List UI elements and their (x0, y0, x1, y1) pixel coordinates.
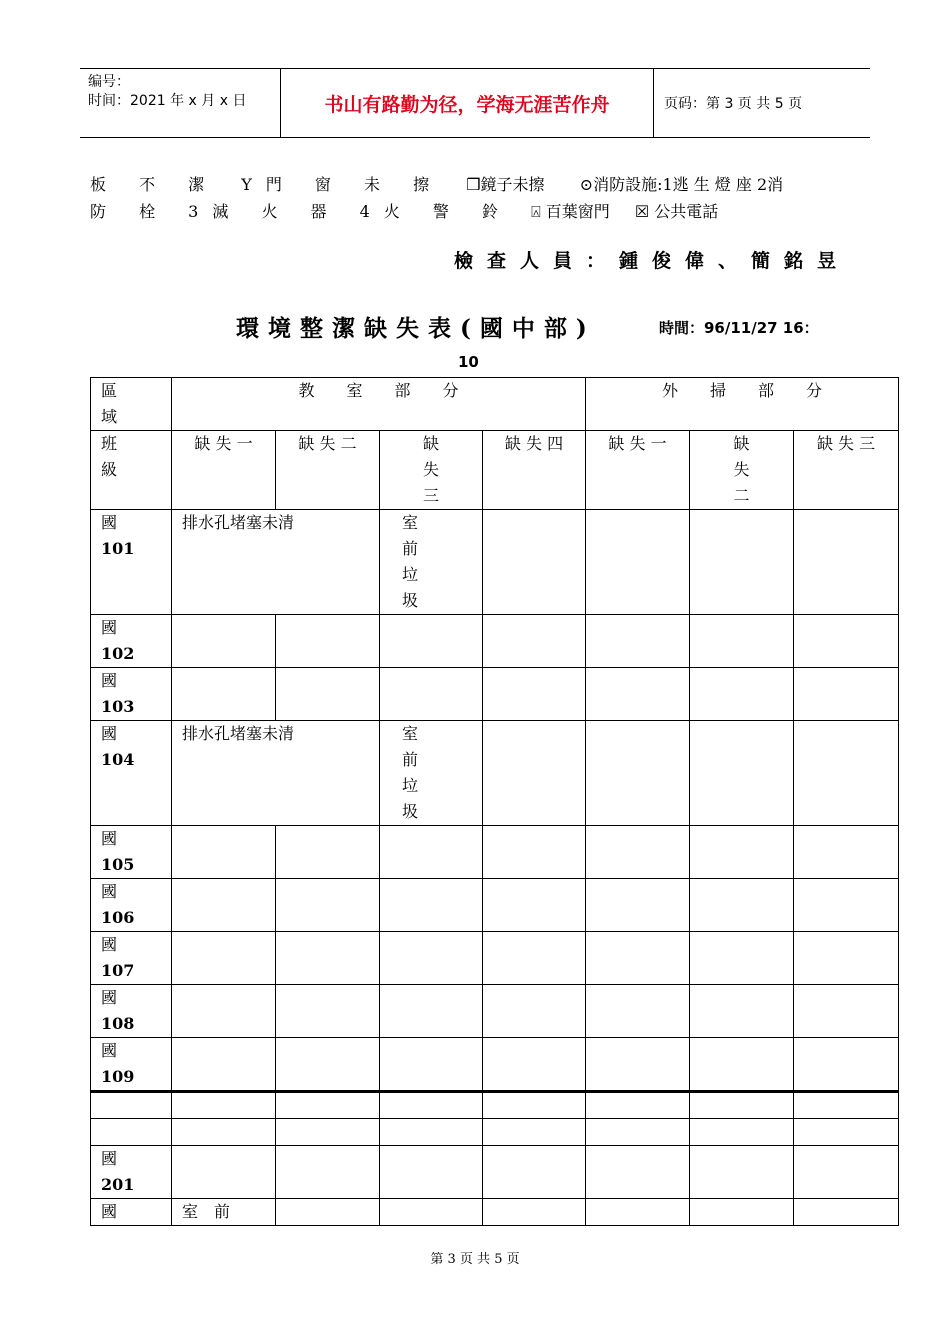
table-row (91, 1146, 899, 1199)
time-stamp-cont: 10 (458, 353, 479, 371)
defect-cell: 室前垃圾 (380, 721, 483, 826)
defect-cell: 室 前 (172, 1199, 276, 1226)
table-row (91, 668, 899, 721)
column-header: 缺 失 三 (794, 431, 899, 510)
column-header-row (91, 431, 899, 510)
class-cell: 國 107 (91, 932, 172, 985)
classroom-section: 教 室 部 分 (172, 378, 586, 431)
column-header: 缺 失 二 (276, 431, 380, 510)
column-header: 缺 失 一 (586, 431, 690, 510)
table-row (91, 879, 899, 932)
class-cell: 國 109 (91, 1038, 172, 1092)
column-header: 缺 失 一 (172, 431, 276, 510)
defects-line-1 (90, 172, 783, 195)
class-cell: 國 108 (91, 985, 172, 1038)
table-row (91, 932, 899, 985)
class-cell: 國 201 (91, 1146, 172, 1199)
motto: 书山有路勤为径，学海无涯苦作舟 (281, 69, 654, 137)
column-header: 缺 失 四 (483, 431, 586, 510)
defects-table (90, 377, 899, 1226)
header-meta (80, 69, 281, 137)
class-cell: 國 105 (91, 826, 172, 879)
defect-cell: 排水孔堵塞未清 (172, 510, 380, 615)
table-row (91, 510, 899, 615)
defect-fire: ⊙消防設施:1逃 生 燈 座 2消 (579, 175, 784, 194)
defect-blinds: ⍓ 百葉窗門 (531, 202, 610, 221)
defect-mirror: ❒鏡子未擦 (466, 175, 545, 194)
class-cell: 國 104 (91, 721, 172, 826)
inspector: 檢查人員：鍾俊偉、簡銘昱 (453, 250, 850, 272)
column-header: 缺 失 二 (690, 431, 794, 510)
defects-line-2 (90, 199, 718, 222)
table-row (91, 826, 899, 879)
section-header-row (91, 378, 899, 431)
table-row (91, 1119, 899, 1146)
defect-phone: ☒ 公共電話 (634, 202, 719, 221)
table-row (91, 1092, 899, 1119)
table-row (91, 615, 899, 668)
table-row (91, 1199, 899, 1226)
defect-floor: 板 不 潔 (90, 175, 219, 194)
class-label: 班級 (91, 431, 172, 510)
class-cell: 國 (91, 1199, 172, 1226)
defect-fire-items: 防 栓 3滅 火 器 4火 警 鈴 (90, 202, 512, 221)
class-cell: 國 106 (91, 879, 172, 932)
column-header: 缺 失 三 (380, 431, 483, 510)
time-label: 时间：2021 年 x 月 x 日 (88, 93, 247, 109)
table-row (91, 985, 899, 1038)
table-row (91, 1038, 899, 1092)
class-cell: 國 102 (91, 615, 172, 668)
time-stamp: 時間：96/11/27 16： (659, 319, 819, 337)
area-label: 區域 (91, 378, 172, 431)
number-label: 编号： (88, 74, 130, 90)
page-footer: 第 3 页 共 5 页 (430, 1252, 520, 1267)
outdoor-section: 外 掃 部 分 (586, 378, 899, 431)
class-cell: 國 101 (91, 510, 172, 615)
page-code: 页码：第 3 页 共 5 页 (664, 96, 803, 112)
defect-cell: 排水孔堵塞未清 (172, 721, 380, 826)
table-row (91, 721, 899, 826)
page-title: 環境整潔缺失表(國中部) (236, 315, 596, 342)
defect-window: Y門 窗 未 擦 (241, 175, 444, 194)
document-header (80, 68, 870, 138)
class-cell: 國 103 (91, 668, 172, 721)
defect-cell: 室前垃圾 (380, 510, 483, 615)
